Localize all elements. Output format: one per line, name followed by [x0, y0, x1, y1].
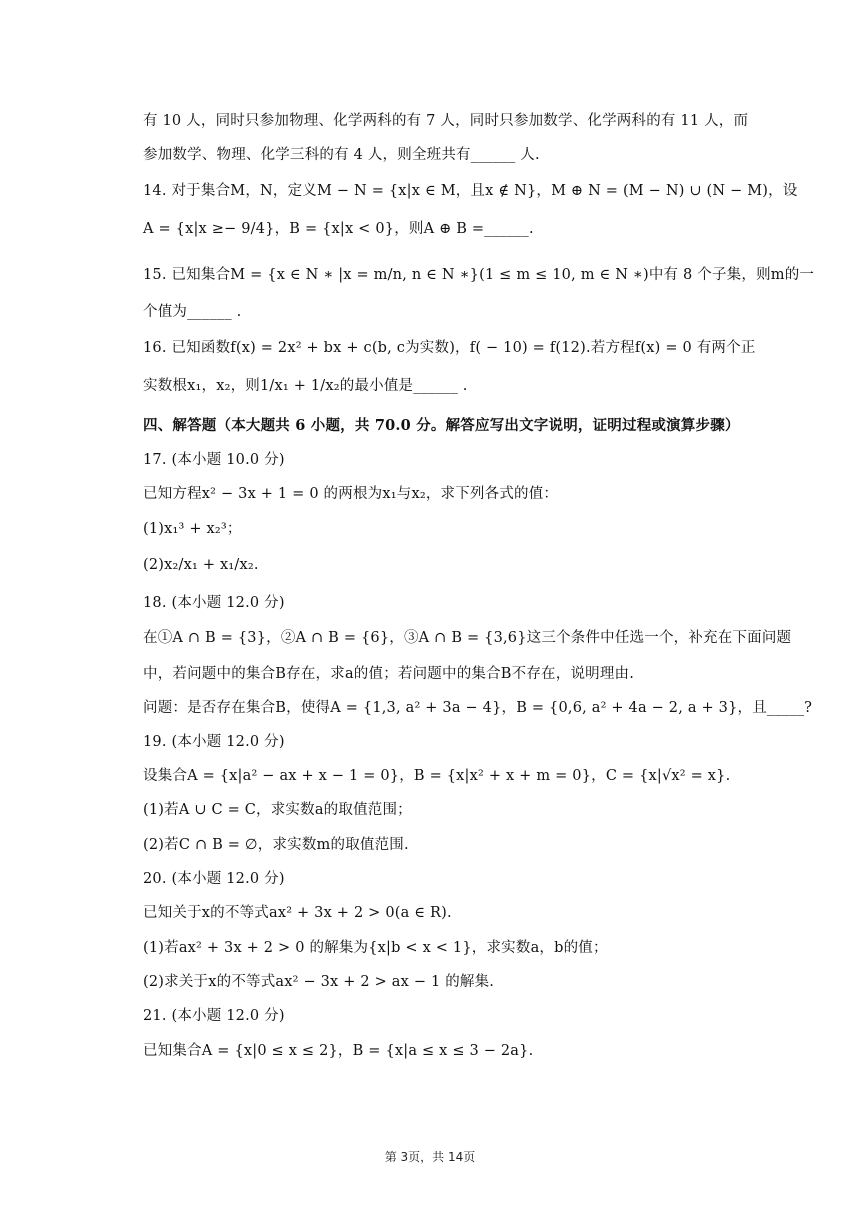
section-heading: 四、解答题（本大题共 6 小题，共 70.0 分。解答应写出文字说明，证明过程或演算步骤）	[143, 417, 740, 434]
text-line-19: 设集合A = {x|a² − ax + x − 1 = 0}，B = {x|x² + x + m = 0}，C = {x|√x² = x}.	[143, 768, 731, 784]
question-18-title: 18. (本小题 12.0 分)	[143, 595, 285, 611]
question-16: 16. 已知函数f(x) = 2x² + bx + c(b, c为实数)，f( − 10) = f(12).若方程f(x) = 0 有两个正	[143, 340, 756, 356]
text-line-23: 已知关于x的不等式ax² + 3x + 2 > 0(a ∈ R).	[143, 905, 452, 921]
question-17-title: 17. (本小题 10.0 分)	[143, 452, 285, 468]
text-line-1: 有 10 人，同时只参加物理、化学两科的有 7 人，同时只参加数学、化学两科的有 11 人，而	[143, 113, 749, 129]
text-line-15: 在①A ∩ B = {3}，②A ∩ B = {6}，③A ∩ B = {3,6}这三个条件中任选一个，补充在下面问题	[143, 630, 792, 646]
text-line-12: (1)x₁³ + x₂³；	[143, 521, 242, 537]
text-line-2: 参加数学、物理、化学三科的有 4 人，则全班共有______ 人.	[143, 147, 540, 163]
text-line-27: 已知集合A = {x|0 ≤ x ≤ 2}，B = {x|a ≤ x ≤ 3 − 2a}.	[143, 1043, 534, 1059]
text-line-24: (1)若ax² + 3x + 2 > 0 的解集为{x|b < x < 1}，求实数a，b的值；	[143, 940, 608, 956]
question-15: 15. 已知集合M = {x ∈ N ∗ |x = m/n, n ∈ N ∗}(1 ≤ m ≤ 10, m ∈ N ∗)中有 8 个子集，则m的一	[143, 267, 815, 283]
text-line-17: 问题：是否存在集合B，使得A = {1,3, a² + 3a − 4}，B = {0,6, a² + 4a − 2, a + 3}，且_____?	[143, 700, 813, 716]
page-footer: 第 3页，共 14页	[384, 1150, 476, 1164]
question-19-title: 19. (本小题 12.0 分)	[143, 734, 285, 750]
text-line-25: (2)求关于x的不等式ax² − 3x + 2 > ax − 1 的解集.	[143, 974, 495, 990]
text-line-8: 实数根x₁，x₂，则1/x₁ + 1/x₂的最小值是______ .	[143, 378, 468, 394]
question-21-title: 21. (本小题 12.0 分)	[143, 1008, 285, 1024]
text-line-20: (1)若A ∪ C = C，求实数a的取值范围；	[143, 802, 412, 818]
text-line-21: (2)若C ∩ B = ∅，求实数m的取值范围.	[143, 837, 409, 853]
text-line-16: 中，若问题中的集合B存在，求a的值；若问题中的集合B不存在，说明理由.	[143, 666, 635, 682]
text-line-11: 已知方程x² − 3x + 1 = 0 的两根为x₁与x₂，求下列各式的值：	[143, 486, 559, 502]
question-20-title: 20. (本小题 12.0 分)	[143, 871, 285, 887]
question-14: 14. 对于集合M，N，定义M − N = {x|x ∈ M，且x ∉ N}，M ⊕ N = (M − N) ∪ (N − M)，设	[143, 183, 798, 199]
text-line-4: A = {x|x ≥− 9/4}，B = {x|x < 0}，则A ⊕ B =______.	[143, 221, 534, 237]
text-line-13: (2)x₂/x₁ + x₁/x₂.	[143, 557, 259, 573]
text-line-6: 个值为______ .	[143, 304, 242, 320]
